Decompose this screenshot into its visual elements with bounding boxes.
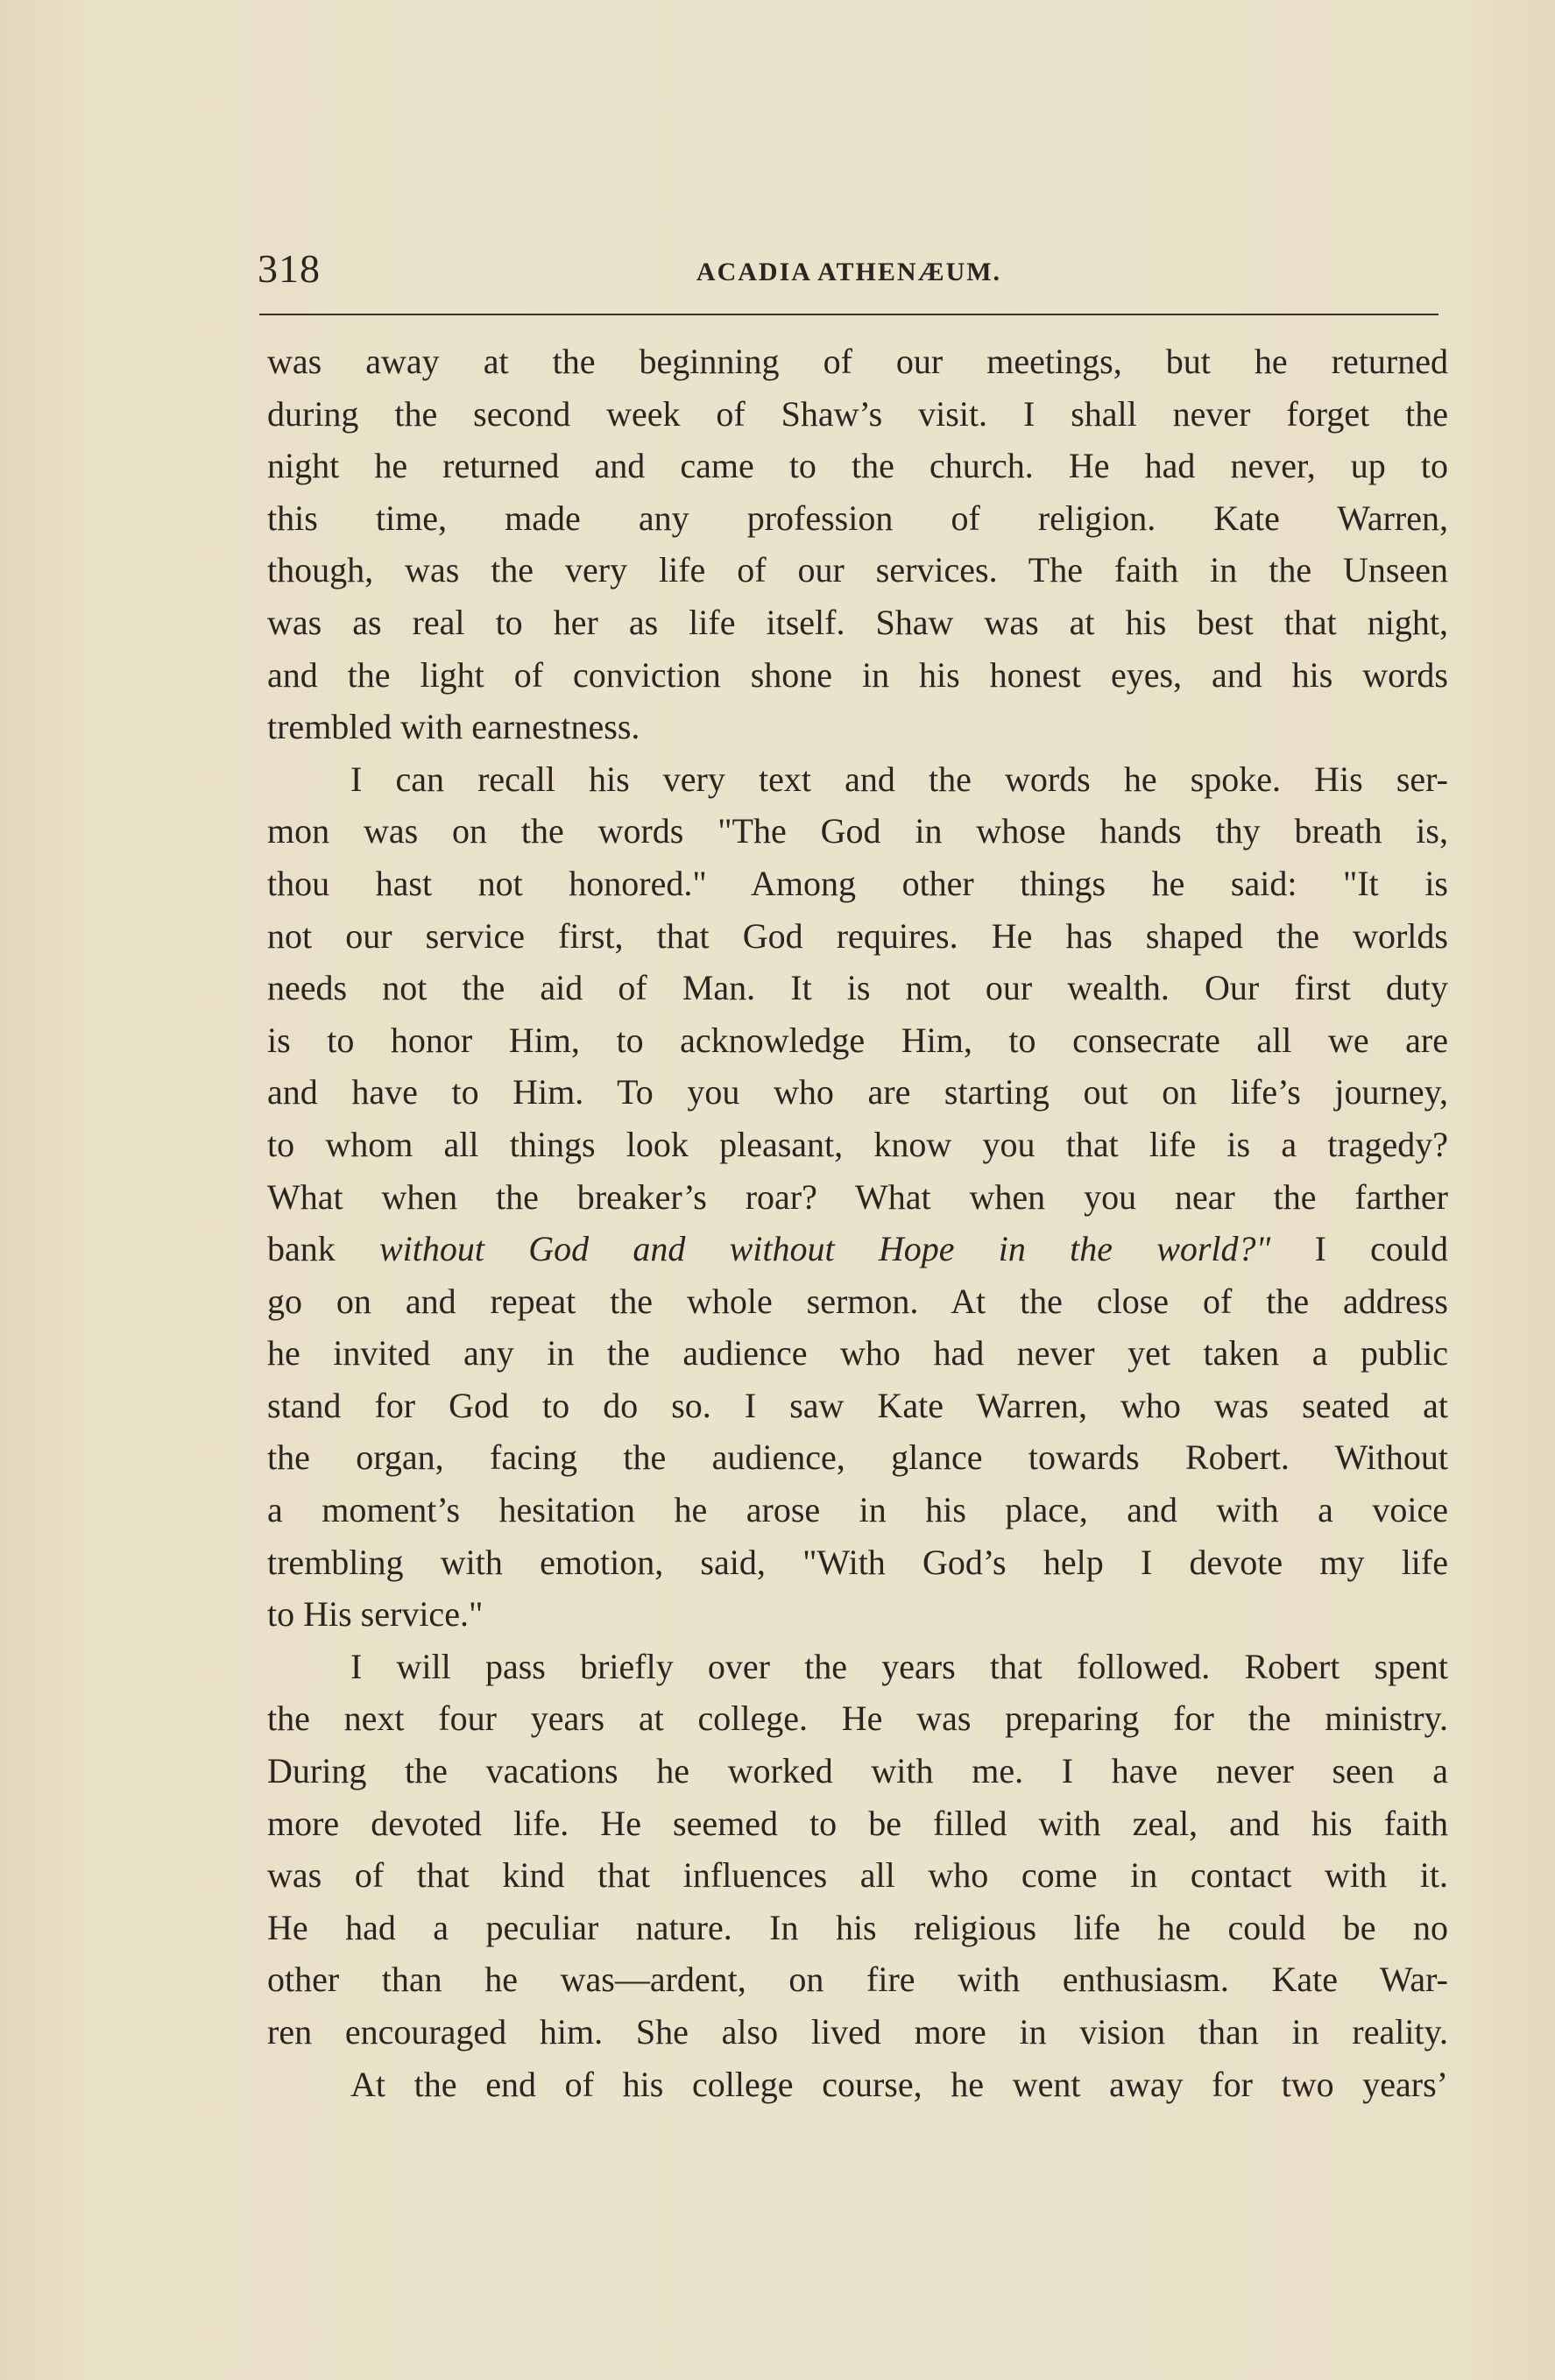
text-line: trembling with emotion, said, "With God’s help I devote my life [267, 1542, 1448, 1582]
text-line: needs not the aid of Man. It is not our wealth. Our first duty [267, 968, 1448, 1008]
text-line: not our service first, that God requires. He has shaped the worlds [267, 915, 1448, 956]
text-line: I will pass briefly over the years that followed. Robert spent [350, 1646, 1448, 1686]
text-line: night he returned and came to the church. He had never, up to [267, 446, 1448, 486]
text-line: At the end of his college course, he went away for two years’ [350, 2064, 1448, 2104]
text-line: though, was the very life of our services. The faith in the Unseen [267, 550, 1448, 590]
text-line: was as real to her as life itself. Shaw was at his best that night, [267, 602, 1448, 642]
text-line: to whom all things look pleasant, know you that life is a tragedy? [267, 1124, 1448, 1164]
page-number: 318 [258, 246, 321, 291]
text-line: ren encouraged him. She also lived more in vision than in reality. [267, 2012, 1448, 2052]
text-line: trembled with earnestness. [267, 707, 640, 747]
body-text [267, 335, 1448, 2110]
text-line: go on and repeat the whole sermon. At the close of the address [267, 1281, 1448, 1321]
text-line: a moment’s hesitation he arose in his place, and with a voice [267, 1490, 1448, 1530]
text-line: What when the breaker’s roar? What when you near the farther [267, 1176, 1448, 1217]
text-line: he invited any in the audience who had never yet taken a public [267, 1333, 1448, 1374]
text-line: mon was on the words "The God in whose hands thy breath is, [267, 811, 1448, 851]
text-line: more devoted life. He seemed to be filled with zeal, and his faith [267, 1803, 1448, 1843]
text-line: and have to Him. To you who are starting out on life’s journey, [267, 1072, 1448, 1112]
text-line: to His service." [267, 1594, 484, 1635]
text-line: this time, made any profession of religion. Kate Warren, [267, 498, 1448, 538]
page-header [258, 245, 1440, 298]
text-line: during the second week of Shaw’s visit. I shall never forget the [267, 393, 1448, 434]
text-span: I could [1270, 1229, 1448, 1269]
running-head: ACADIA ATHENÆUM. [696, 258, 1002, 286]
text-line: and the light of conviction shone in his honest eyes, and his words [267, 654, 1448, 695]
text-line: the next four years at college. He was preparing for the ministry. [267, 1698, 1448, 1739]
text-span: bank [267, 1229, 379, 1269]
text-line: the organ, facing the audience, glance towards Robert. Without [267, 1437, 1448, 1478]
header-rule [259, 314, 1438, 315]
text-line: thou hast not honored." Among other things he said: "It is [267, 863, 1448, 903]
text-line: was of that kind that influences all who come in contact with it. [267, 1855, 1448, 1896]
text-line: I can recall his very text and the words he spoke. His ser- [350, 759, 1448, 799]
italic-quote: without God and without Hope in the world?" [379, 1229, 1271, 1269]
text-line-italic-quote [267, 1223, 1448, 1275]
text-line: is to honor Him, to acknowledge Him, to consecrate all we are [267, 1020, 1448, 1060]
text-line: other than he was—ardent, on fire with enthusiasm. Kate War- [267, 1960, 1448, 2000]
text-line: stand for God to do so. I saw Kate Warren, who was seated at [267, 1385, 1448, 1425]
text-line: was away at the beginning of our meetings, but he returned [267, 342, 1448, 381]
text-line: During the vacations he worked with me. I have never seen a [267, 1751, 1448, 1791]
text-line: He had a peculiar nature. In his religious life he could be no [267, 1907, 1448, 1947]
